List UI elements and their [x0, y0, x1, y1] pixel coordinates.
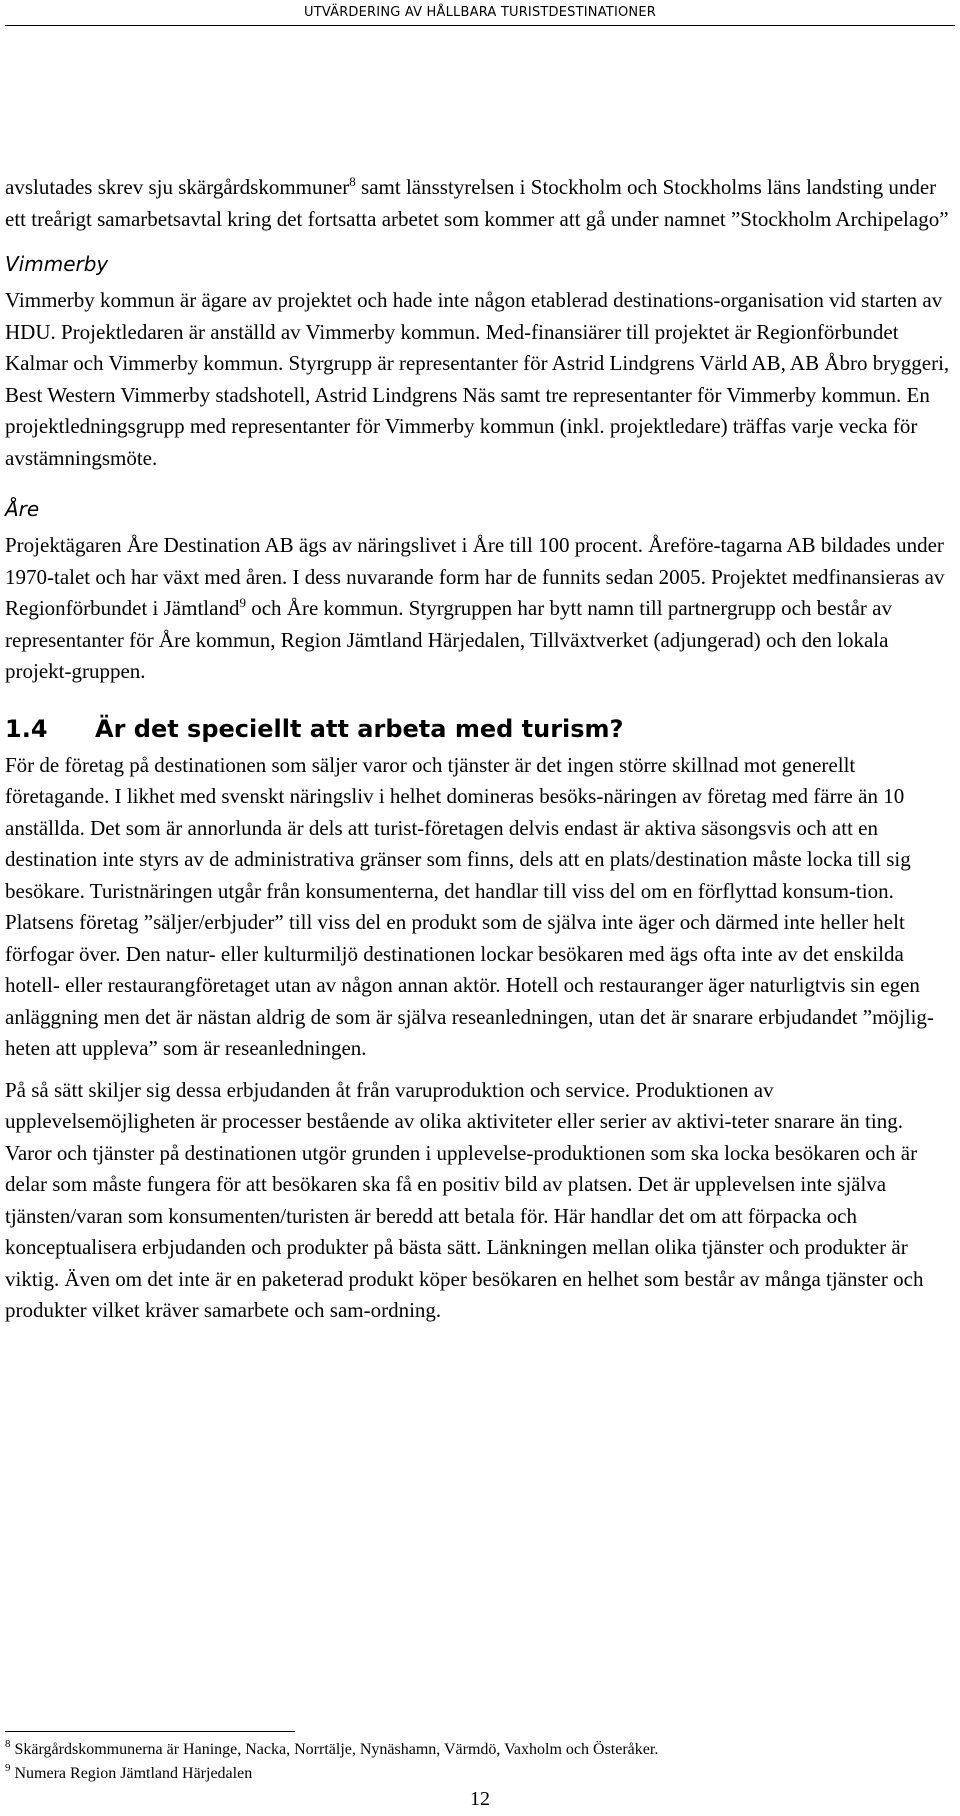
- section-heading: [5, 712, 953, 746]
- intro-text-cont: samt länsstyrelsen i Stockholm och Stockholms läns landsting under ett treårigt samarbetsavtal kring det fortsatta arbetet som kommer att gå under namnet ”Stockholm Archipelago”: [5, 175, 949, 231]
- intro-text: avslutades skrev sju skärgårdskommuner: [5, 175, 350, 199]
- section-paragraph-2: På så sätt skiljer sig dessa erbjudanden åt från varuproduktion och service. Produktionen av upplevelsemöjligheten är processer bestående av olika aktiviteter eller serier av aktivi-teter snarare än ting. Varor och tjänster på destinationen utgör grunden i upplevelse-produktionen som ska locka besökaren och är delar som måste fungera för att besökaren ska få en positiv bild av platsen. Det är upplevelsen inte själva tjänsten/varan som konsumenten/turisten är beredd att betala för. Här handlar det om att förpacka och konceptualisera erbjudanden och produkter på bästa sätt. Länkningen mellan olika tjänster och produkter är viktig. Även om det inte är en paketerad produkt köper besökaren en helhet som består av många tjänster och produkter vilket kräver samarbete och sam-ordning.: [5, 1077, 924, 1322]
- heading-vimmerby: Vimmerby: [5, 252, 109, 276]
- footnote-number: 8: [5, 1738, 11, 1750]
- section-paragraph-1: För de företag på destinationen som säljer varor och tjänster är det ingen större skillnad mot generellt företagande. I likhet med svenskt näringsliv i helhet domineras besöks-näringen av företag med färre än 10 anställda. Det som är annorlunda är dels att turist-företagen delvis endast är aktiva säsongsvis och att en destination inte styrs av de administrativa gränser som finns, dels att en plats/destination måste locka till sig besökare. Turistnäringen utgår från konsumenterna, det handlar till viss del om en förflyttad konsum-tion. Platsens företag ”säljer/erbjuder” till viss del en produkt som de själva inte äger och därmed inte heller helt förfogar över. Den natur- eller kulturmiljö destinationen lockar besökaren med ägs ofta inte av det enskilda hotell- eller restaurangföretaget utan av någon annan aktör. Hotell och restauranger äger naturligtvis sin egen anläggning men det är nästan aldrig de som är själva reseanledningen, utan det är snarare erbjudandet ”möjlig-heten att uppleva” som är reseanledningen.: [5, 752, 934, 1060]
- header-rule: [5, 25, 955, 26]
- page-number: 12: [470, 1788, 490, 1810]
- footnote-text: Skärgårdskommunerna är Haninge, Nacka, Norrtälje, Nynäshamn, Värmdö, Vaxholm och Österåker.: [10, 1741, 659, 1758]
- vimmerby-paragraph: Vimmerby kommun är ägare av projektet och hade inte någon etablerad destinations-organisation vid starten av HDU. Projektledaren är anställd av Vimmerby kommun. Med-finansiärer till projektet är Regionförbundet Kalmar och Vimmerby kommun. Styrgrupp är representanter för Astrid Lindgrens Värld AB, AB Åbro bryggeri, Best Western Vimmerby stadshotell, Astrid Lindgrens Näs samt tre representanter för Vimmerby kommun. En projektledningsgrupp med representanter för Vimmerby kommun (inkl. projektledare) träffas varje vecka för avstämningsmöte.: [5, 288, 950, 470]
- footnote-9: [5, 1762, 955, 1786]
- footnote-separator: [5, 1731, 295, 1732]
- footnote-ref-8[interactable]: 8: [349, 174, 356, 189]
- are-text-cont: och Åre kommun. Styrgruppen har bytt namn till partnergrupp och består av representanter för Åre kommun, Region Jämtland Härjedalen, Tillväxtverket (adjungerad) och den lokala projekt-gruppen.: [5, 596, 892, 683]
- are-text: Projektägaren Åre Destination AB ägs av näringslivet i Åre till 100 procent. Åreföre-tagarna AB bildades under 1970-talet och har växt med åren. I dess nuvarande form har de funnits sedan 2005. Projektet medfinansieras av Regionförbundet i Jämtland: [5, 533, 945, 620]
- footnote-8: [5, 1738, 955, 1762]
- heading-are: Åre: [5, 497, 40, 521]
- page-body: [5, 172, 953, 1327]
- section-number: 1.4: [5, 714, 48, 743]
- section-title: Är det speciellt att arbeta med turism?: [95, 714, 624, 743]
- footnotes: [5, 1738, 955, 1786]
- footnote-text: Numera Region Jämtland Härjedalen: [10, 1765, 253, 1782]
- intro-paragraph: [5, 172, 953, 235]
- are-paragraph: [5, 530, 953, 688]
- footnote-number: 9: [5, 1762, 11, 1774]
- running-header: UTVÄRDERING AV HÅLLBARA TURISTDESTINATIONER: [303, 5, 656, 20]
- footnote-ref-9[interactable]: 9: [239, 595, 246, 610]
